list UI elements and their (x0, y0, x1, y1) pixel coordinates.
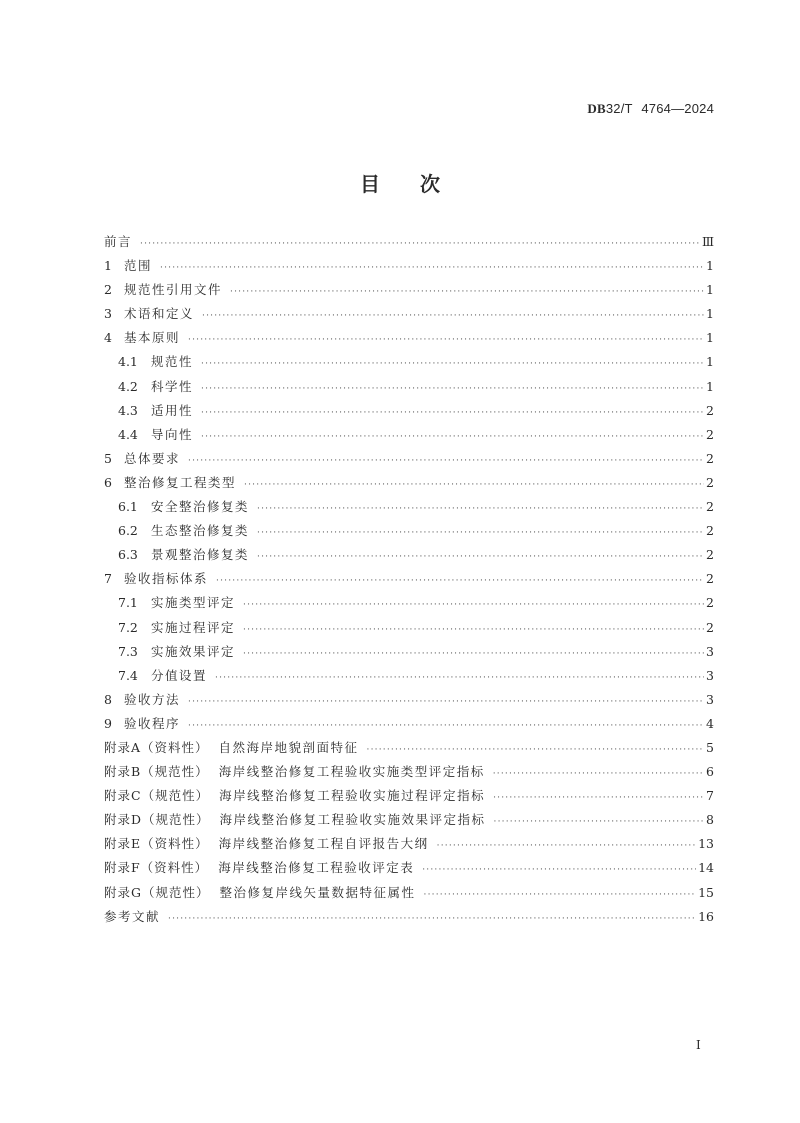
toc-entry-page: Ⅲ (701, 234, 714, 249)
toc-entry-number: 3 (104, 306, 112, 322)
toc-entry-number: 1 (104, 258, 112, 274)
toc-entry-page: 15 (698, 884, 714, 900)
toc-entry-appendix: 附录A（资料性） (104, 739, 209, 755)
toc-entry-page: 2 (706, 402, 714, 418)
dot-leader (215, 673, 704, 683)
toc-entry-page: 2 (706, 523, 714, 539)
toc-entry-number: 6 (104, 474, 112, 490)
toc-entry-page: 2 (706, 499, 714, 515)
toc-entry[interactable] (104, 256, 714, 280)
dot-leader (201, 359, 704, 369)
toc-entry-number: 6.2 (118, 523, 138, 539)
toc-entry-number: 4.3 (118, 402, 138, 418)
toc-entry-number: 9 (104, 715, 112, 731)
toc-entry-appendix: 附录B（规范性） (104, 764, 209, 780)
toc-entry-page: 2 (706, 426, 714, 442)
toc-entry-number: 7.4 (118, 667, 138, 683)
toc-entry-label: 整治修复岸线矢量数据特征属性 (219, 884, 416, 900)
toc-entry-number: 7 (104, 571, 112, 587)
toc-entry-page: 13 (698, 836, 714, 852)
standard-number: 4764—2024 (641, 101, 714, 116)
toc-entry-appendix: 附录D（规范性） (104, 812, 210, 828)
toc-entry-page: 2 (706, 547, 714, 563)
toc-entry-number: 4.4 (118, 426, 138, 442)
dot-leader (188, 335, 704, 345)
toc-entry-page: 1 (706, 330, 714, 346)
toc-entry[interactable] (104, 352, 714, 376)
dot-leader (493, 793, 704, 803)
toc-entry-page: 2 (706, 571, 714, 587)
toc-entry-label: 参考文献 (104, 908, 161, 924)
toc-entry-label: 整治修复工程类型 (124, 474, 237, 490)
toc-entry-label: 实施过程评定 (151, 619, 236, 635)
dot-leader (188, 697, 704, 707)
toc-entry[interactable] (104, 304, 714, 328)
toc-entry-label: 实施类型评定 (151, 595, 236, 611)
toc-entry-page: 8 (706, 812, 714, 828)
toc-entry-page: 3 (706, 667, 714, 683)
toc-entry[interactable] (104, 786, 714, 810)
toc-entry[interactable] (104, 883, 714, 907)
standard-code-suffix: 32/T (605, 101, 633, 116)
page-title: 目次 (360, 172, 480, 196)
toc-entry-label: 自然海岸地貌剖面特征 (218, 739, 359, 755)
dot-leader (257, 504, 704, 514)
toc-entry-label: 海岸线整治修复工程验收实施类型评定指标 (218, 764, 485, 780)
standard-code (587, 101, 714, 117)
toc-entry-page: 6 (706, 764, 714, 780)
dot-leader (424, 890, 697, 900)
dot-leader (188, 456, 704, 466)
toc-entry[interactable] (104, 545, 714, 569)
toc-entry[interactable] (104, 666, 714, 690)
toc-entry-label: 验收方法 (124, 691, 181, 707)
dot-leader (257, 528, 704, 538)
toc-entry[interactable] (104, 738, 714, 762)
toc-entry-label: 海岸线整治修复工程验收实施过程评定指标 (219, 788, 486, 804)
dot-leader (494, 817, 705, 827)
toc-entry-label: 海岸线整治修复工程自评报告大纲 (218, 836, 429, 852)
dot-leader (168, 914, 696, 924)
toc-entry-page: 14 (698, 860, 714, 876)
toc-entry-label: 生态整治修复类 (151, 523, 250, 539)
table-of-contents (104, 232, 714, 931)
toc-entry-label: 前言 (104, 234, 133, 249)
toc-entry-label: 基本原则 (124, 330, 181, 346)
toc-entry-page: 1 (706, 354, 714, 370)
toc-entry-label: 术语和定义 (124, 306, 195, 322)
dot-leader (201, 384, 704, 394)
toc-entry-label: 规范性引用文件 (124, 282, 223, 298)
toc-entry-number: 6.3 (118, 547, 138, 563)
toc-entry-label: 安全整治修复类 (151, 499, 250, 515)
toc-entry-label: 科学性 (151, 378, 194, 394)
toc-entry[interactable] (104, 280, 714, 304)
toc-entry[interactable] (104, 569, 714, 593)
toc-entry-label: 导向性 (151, 426, 194, 442)
toc-entry-appendix: 附录F（资料性） (104, 860, 209, 876)
toc-entry-page: 2 (706, 619, 714, 635)
toc-entry-number: 2 (104, 282, 112, 298)
toc-entry[interactable] (104, 401, 714, 425)
toc-entry-number: 7.2 (118, 619, 138, 635)
toc-entry[interactable] (104, 497, 714, 521)
toc-entry-page: 1 (706, 306, 714, 322)
toc-entry[interactable] (104, 618, 714, 642)
toc-entry-label: 海岸线整治修复工程验收实施效果评定指标 (219, 812, 486, 828)
dot-leader (202, 311, 704, 321)
toc-entry[interactable] (104, 714, 714, 738)
toc-entry-number: 4 (104, 330, 112, 346)
toc-entry-label: 景观整治修复类 (151, 547, 250, 563)
toc-entry[interactable] (104, 642, 714, 666)
toc-entry-number: 4.1 (118, 354, 138, 370)
toc-entry-number: 6.1 (118, 499, 138, 515)
dot-leader (422, 865, 696, 875)
toc-entry-appendix: 附录E（资料性） (104, 836, 209, 852)
toc-entry[interactable] (104, 328, 714, 352)
dot-leader (437, 841, 696, 851)
toc-entry-page: 1 (706, 378, 714, 394)
toc-entry[interactable] (104, 834, 714, 858)
toc-entry-label: 实施效果评定 (151, 643, 236, 659)
dot-leader (257, 552, 704, 562)
toc-entry-page: 3 (706, 691, 714, 707)
dot-leader (493, 769, 704, 779)
toc-entry-page: 5 (706, 739, 714, 755)
toc-entry-page: 1 (706, 258, 714, 274)
dot-leader (243, 649, 704, 659)
dot-leader (243, 600, 704, 610)
toc-entry-page: 7 (706, 788, 714, 804)
toc-entry-page: 1 (706, 282, 714, 298)
dot-leader (188, 721, 704, 731)
toc-entry-page: 2 (706, 595, 714, 611)
toc-entry[interactable] (104, 858, 714, 882)
toc-entry-label: 验收程序 (124, 715, 181, 731)
toc-entry[interactable] (104, 473, 714, 497)
toc-entry[interactable] (104, 593, 714, 617)
toc-entry[interactable] (104, 690, 714, 714)
toc-entry-page: 2 (706, 474, 714, 490)
toc-entry-label: 分值设置 (151, 667, 208, 683)
page-number: I (696, 1038, 701, 1052)
dot-leader (230, 287, 704, 297)
standard-prefix: DB (587, 101, 606, 116)
toc-entry[interactable] (104, 425, 714, 449)
toc-entry[interactable] (104, 449, 714, 473)
dot-leader (140, 239, 700, 249)
dot-leader (160, 263, 704, 273)
toc-entry-number: 5 (104, 450, 112, 466)
toc-entry-appendix: 附录C（规范性） (104, 788, 210, 804)
toc-entry[interactable] (104, 232, 714, 256)
toc-entry-label: 适用性 (151, 402, 194, 418)
toc-entry-number: 4.2 (118, 378, 138, 394)
toc-entry-page: 16 (698, 908, 714, 924)
dot-leader (243, 625, 704, 635)
toc-entry[interactable] (104, 810, 714, 834)
toc-entry-label: 规范性 (151, 354, 194, 370)
toc-entry-number: 8 (104, 691, 112, 707)
toc-entry[interactable] (104, 762, 714, 786)
dot-leader (201, 408, 704, 418)
toc-entry-label: 海岸线整治修复工程验收评定表 (218, 860, 415, 876)
dot-leader (367, 745, 705, 755)
toc-entry[interactable] (104, 377, 714, 401)
toc-entry-label: 总体要求 (124, 450, 181, 466)
dot-leader (201, 432, 704, 442)
toc-entry[interactable] (104, 521, 714, 545)
toc-entry-page: 3 (706, 643, 714, 659)
toc-entry-number: 7.3 (118, 643, 138, 659)
toc-entry-page: 4 (706, 715, 714, 731)
toc-entry-number: 7.1 (118, 595, 138, 611)
toc-entry-appendix: 附录G（规范性） (104, 884, 210, 900)
dot-leader (216, 576, 704, 586)
toc-entry[interactable] (104, 907, 714, 931)
toc-entry-label: 验收指标体系 (124, 571, 209, 587)
toc-entry-page: 2 (706, 450, 714, 466)
dot-leader (244, 480, 704, 490)
toc-entry-label: 范围 (124, 258, 153, 274)
